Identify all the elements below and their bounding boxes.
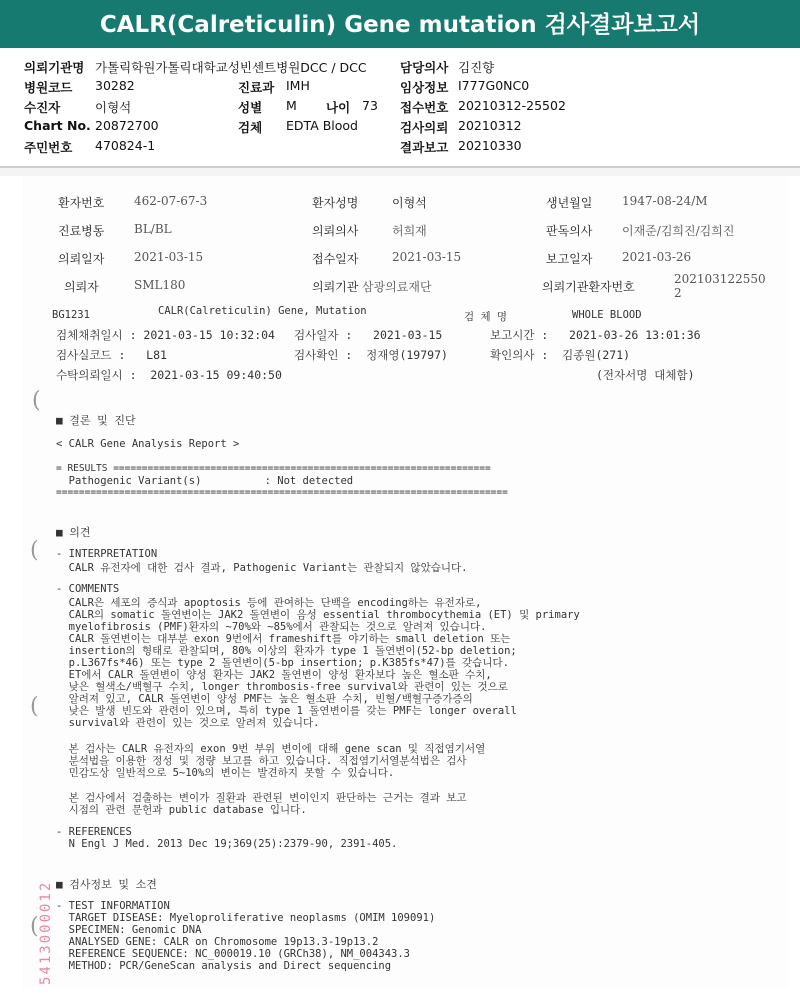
dept-label: 진료과 <box>238 80 275 95</box>
comment-line: 낮은 발생 빈도와 관련이 있으며, 특히 type 1 돌연변이를 갖는 PMF는 longer overall <box>56 705 517 717</box>
req-doctor-label: 의뢰의사 <box>312 224 359 238</box>
report-value: 20210330 <box>458 138 522 153</box>
report-time: 보고시간 : 2021-03-26 13:01:36 <box>490 328 701 342</box>
comment-line: ET에서 CALR 돌연변이 양성 환자는 JAK2 돌연변이 양성 환자보다 높은 혈소판 수치, <box>56 669 492 681</box>
inst-patient-label: 의뢰기관환자번호 <box>542 280 635 294</box>
section-conclusion: ■ 결론 및 진단 <box>56 414 136 427</box>
comment-line: 민감도상 일반적으로 5~10%의 변이는 발견하지 못할 수 있습니다. <box>56 767 395 779</box>
document-stamp-number: 5413000012 <box>38 880 54 985</box>
binding-hole-mark: ( <box>30 914 39 939</box>
results-rule: =============================================================================== <box>56 487 508 498</box>
ward-label: 진료병동 <box>58 224 105 238</box>
comment-line: 본 검사는 CALR 유전자의 exon 9번 부위 변이에 대해 gene scan 및 직접염기서열 <box>56 743 486 755</box>
analysis-report-title: < CALR Gene Analysis Report > <box>56 438 240 450</box>
comment-line: p.L367fs*46) 또는 type 2 돌연변이(5-bp insertion; p.K385fs*47)를 갖습니다. <box>56 657 509 669</box>
dob: 1947-08-24/M <box>622 194 708 208</box>
interpretation-text: CALR 유전자에 대한 검사 결과, Pathogenic Variant는 관찰되지 않았습니다. <box>56 562 468 574</box>
patient-no: 462-07-67-3 <box>134 194 208 208</box>
comment-line: insertion의 형태로 관찰되며, 80% 이상의 환자가 type 1 돌연변이(52-bp deletion; <box>56 645 517 657</box>
patient-name-label: 환자성명 <box>312 196 359 210</box>
section-opinion: ■ 의견 <box>56 526 91 539</box>
rrn-value: 470824-1 <box>95 138 156 153</box>
e-signature-note: (전자서명 대체함) <box>596 368 695 382</box>
sex-label: 성별 <box>238 100 263 115</box>
clinic-label: 임상정보 <box>400 80 449 95</box>
institute-label: 의뢰기관 <box>312 280 359 294</box>
doctor-label: 담당의사 <box>400 60 449 75</box>
age-label: 나이 <box>326 100 351 115</box>
req-doctor: 허희재 <box>392 224 427 238</box>
recv-date: 2021-03-15 <box>392 250 462 264</box>
binding-hole-mark: ( <box>30 538 39 563</box>
specimen-label-scan: 검 체 명 <box>464 311 508 323</box>
patient-name: 이형석 <box>392 196 427 210</box>
ward: BL/BL <box>134 222 172 236</box>
age-value: 73 <box>362 98 378 113</box>
req-date-label: 의뢰일자 <box>58 252 105 266</box>
clinic-value: I777G0NC0 <box>458 78 530 93</box>
sex-value: M <box>286 98 297 113</box>
dob-label: 생년월일 <box>546 196 593 210</box>
comment-line: CALR 돌연변이는 대부분 exon 9번에서 frameshift를 야기하는 small deletion 또는 <box>56 633 511 645</box>
name-value: 이형석 <box>95 100 132 115</box>
collect-time: 검체채취일시 : 2021-03-15 10:32:04 <box>56 328 275 342</box>
comment-line: 낮은 혈색소/백혈구 수치, longer thrombosis-free survival와 관련이 있는 것으로 <box>56 681 508 693</box>
results-header: = RESULTS ================================================================== <box>56 463 491 474</box>
comment-line: survival와 관련이 있는 것으로 알려져 있습니다. <box>56 717 320 729</box>
requester: SML180 <box>134 278 186 292</box>
inst-patient-1: 202103122550 <box>674 272 766 286</box>
receipt-label: 접수번호 <box>400 100 449 115</box>
reference-item: N Engl J Med. 2013 Dec 19;369(25):2379-90, 2391-405. <box>56 838 398 850</box>
inst-patient-2: 2 <box>674 286 682 300</box>
lab-code: 검사실코드 : L81 <box>56 348 167 362</box>
specimen-label: 검체 <box>238 120 263 135</box>
test-confirm: 검사확인 : 정재영(19797) <box>294 348 448 362</box>
section-test-info: ■ 검사정보 및 소견 <box>56 878 157 891</box>
req-label: 검사의뢰 <box>400 120 449 135</box>
report-date: 2021-03-26 <box>622 250 692 264</box>
code-value: 30282 <box>95 78 135 93</box>
report-date-label: 보고일자 <box>546 252 593 266</box>
binding-hole-mark: ( <box>30 694 39 719</box>
test-info-line: REFERENCE SEQUENCE: NC_000019.10 (GRCh38), NM_004343.3 <box>56 948 411 960</box>
chart-value: 20872700 <box>95 118 159 133</box>
chart-label: Chart No. <box>24 118 91 133</box>
institute: 삼광의료재단 <box>362 280 432 294</box>
requester-label: 의뢰자 <box>64 280 99 294</box>
req-date: 2021-03-15 <box>134 250 204 264</box>
divider <box>0 168 800 176</box>
references-heading: - REFERENCES <box>56 826 132 838</box>
test-date: 검사일자 : 2021-03-15 <box>294 328 443 342</box>
hospital-label: 의뢰기관명 <box>24 60 85 75</box>
test-info-line: ANALYSED GENE: CALR on Chromosome 19p13.3-19p13.2 <box>56 936 379 948</box>
comment-line: 시점의 관련 문헌과 public database 입니다. <box>56 804 307 816</box>
confirm-doctor: 확인의사 : 김종원(271) <box>490 348 631 362</box>
rrn-label: 주민번호 <box>24 140 73 155</box>
code-label: 병원코드 <box>24 80 73 95</box>
interpretation-heading: - INTERPRETATION <box>56 548 158 560</box>
test-info-line: TARGET DISEASE: Myeloproliferative neoplasms (OMIM 109091) <box>56 912 436 924</box>
pathogenic-result: Pathogenic Variant(s) : Not detected <box>56 475 354 487</box>
patient-no-label: 환자번호 <box>58 196 105 210</box>
name-label: 수진자 <box>24 100 61 115</box>
comment-line: 알려져 있고, CALR 돌연변이 양성 PMF는 높은 혈소판 수치, 빈혈/백혈구증가증의 <box>56 693 473 705</box>
consign-time: 수탁의뢰일시 : 2021-03-15 09:40:50 <box>56 368 282 382</box>
comment-line: 분석법을 이용한 정성 및 정량 보고를 하고 있습니다. 직접염기서열분석법은 검사 <box>56 755 467 767</box>
comment-line: CALR의 somatic 돌연변이는 JAK2 돌연변이 음성 essential thrombocythemia (ET) 및 primary <box>56 609 580 621</box>
hospital-value: 가톨릭학원가톨릭대학교성빈센트병원DCC / DCC <box>95 60 367 75</box>
report-header <box>0 48 800 168</box>
scanned-report <box>22 176 788 988</box>
recv-date-label: 접수일자 <box>312 252 359 266</box>
comments-heading: - COMMENTS <box>56 583 120 595</box>
specimen-scan: WHOLE BLOOD <box>572 309 642 321</box>
specimen-value: EDTA Blood <box>286 118 358 133</box>
receipt-value: 20210312-25502 <box>458 98 566 113</box>
reading-label: 판독의사 <box>546 224 593 238</box>
comment-line: 본 검사에서 검출하는 변이가 질환과 관련된 변이인지 판단하는 근거는 결과 보고 <box>56 792 467 804</box>
comment-line: CALR은 세포의 증식과 apoptosis 등에 관여하는 단백을 encoding하는 유전자로, <box>56 597 482 609</box>
dept-value: IMH <box>286 78 310 93</box>
test-name: CALR(Calreticulin) Gene, Mutation <box>158 305 367 317</box>
test-info-line: SPECIMEN: Genomic DNA <box>56 924 202 936</box>
doctor-value: 김진향 <box>458 60 495 75</box>
test-info-heading: - TEST INFORMATION <box>56 900 170 912</box>
binding-hole-mark: ( <box>32 388 41 413</box>
req-value: 20210312 <box>458 118 522 133</box>
comment-line: myelofibrosis (PMF)환자의 ~70%와 ~85%에서 관찰되는 것으로 알려져 있습니다. <box>56 621 487 633</box>
report-title: CALR(Calreticulin) Gene mutation 검사결과보고서 <box>0 0 800 48</box>
report-label: 결과보고 <box>400 140 449 155</box>
reading: 이재준/김희진/김희진 <box>622 224 735 238</box>
test-code: BG1231 <box>52 309 90 321</box>
test-info-line: METHOD: PCR/GeneScan analysis and Direct sequencing <box>56 960 392 972</box>
